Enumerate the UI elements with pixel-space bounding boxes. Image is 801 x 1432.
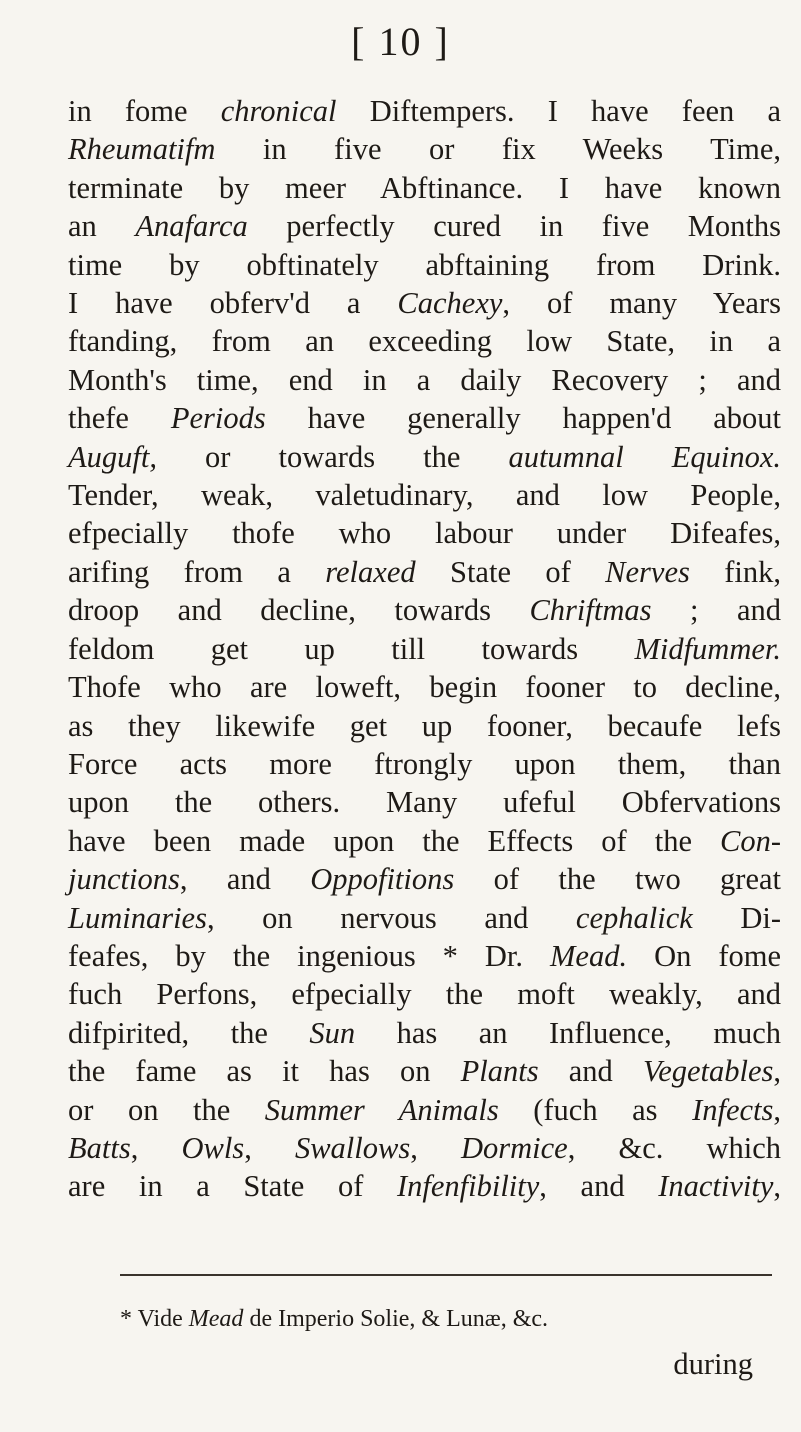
text-line — [68, 630, 781, 668]
italic-run: Rheumatifm — [68, 132, 216, 167]
text-run: , and — [539, 1169, 659, 1204]
page-number: [ 10 ] — [351, 19, 450, 64]
text-run: I have obferv'd a — [68, 286, 398, 321]
italic-run: Mead — [188, 1306, 244, 1332]
text-run: Di- — [692, 900, 781, 935]
text-run: ; and — [651, 593, 781, 628]
text-run: an — [68, 209, 136, 244]
italic-run: Infenfibility — [396, 1169, 540, 1204]
text-run: , of many Years — [502, 286, 781, 321]
text-run: droop and decline, towards — [68, 593, 530, 628]
italic-run: Cachexy — [397, 286, 503, 321]
italic-run: Anafarca — [135, 209, 248, 244]
italic-run: Dormice — [460, 1130, 568, 1165]
text-run: fink, — [689, 554, 781, 589]
text-line — [68, 322, 781, 360]
italic-run: Vegetables — [642, 1054, 774, 1089]
italic-run: Batts — [68, 1130, 131, 1165]
text-run: (fuch as — [498, 1092, 693, 1127]
text-line — [68, 553, 781, 591]
text-line — [68, 399, 781, 437]
text-run: have been made upon the Effects of the — [68, 823, 720, 858]
text-run: Diftempers. I have feen a — [336, 94, 781, 128]
text-line — [68, 745, 781, 783]
text-run: fuch Perfons, efpecially the moft weakly, and — [68, 977, 781, 1012]
italic-run: relaxed — [325, 554, 416, 589]
text-line — [68, 284, 781, 322]
text-line — [68, 130, 781, 168]
text-run: , — [410, 1130, 461, 1165]
text-line — [68, 1129, 781, 1167]
italic-run: Mead. — [550, 938, 628, 973]
text-run: On fome — [627, 938, 781, 973]
italic-run: Periods — [170, 401, 266, 436]
text-run: , &c. which — [567, 1130, 782, 1165]
text-run: arifing from a — [68, 554, 326, 589]
text-line — [68, 361, 781, 399]
text-run: Force acts more ftrongly upon them, than — [68, 746, 781, 781]
text-line — [68, 1091, 781, 1129]
text-run: , — [244, 1130, 295, 1165]
text-run: and — [538, 1054, 643, 1089]
italic-run: cephalick — [575, 900, 693, 935]
text-line — [68, 860, 781, 898]
text-run: time by obftinately abftaining from Drink. — [68, 247, 781, 282]
text-run: de Imperio Solie, & Lunæ, &c. — [243, 1306, 549, 1332]
text-run: the fame as it has on — [68, 1054, 461, 1089]
text-line — [68, 1014, 781, 1052]
text-run: Month's time, end in a daily Recovery ; and — [68, 362, 781, 397]
text-line — [68, 514, 781, 552]
text-run: difpirited, the — [68, 1015, 310, 1050]
text-run: ftanding, from an exceeding low State, in a — [68, 324, 781, 359]
text-line — [68, 937, 781, 975]
text-line — [68, 591, 781, 629]
text-line — [68, 1052, 781, 1090]
italic-run: Midfummer. — [634, 631, 781, 666]
text-run: , and — [179, 862, 311, 897]
text-run: Tender, weak, valetudinary, and low People, — [68, 478, 781, 513]
italic-run: Luminaries — [68, 900, 207, 935]
text-run: terminate by meer Abftinance. I have known — [68, 170, 781, 205]
italic-run: Auguft, — [68, 439, 157, 474]
italic-run: Inactivity — [658, 1169, 774, 1204]
text-run: upon the others. Many ufeful Obfervations — [68, 785, 781, 820]
italic-run: Plants — [460, 1054, 539, 1089]
footnote-rule — [120, 1274, 772, 1276]
text-run: feldom get up till towards — [68, 631, 635, 666]
italic-run: Sun — [309, 1015, 356, 1050]
text-line — [68, 1167, 781, 1205]
italic-run: Oppofitions — [310, 862, 455, 897]
text-run: , — [773, 1054, 781, 1089]
body-text — [68, 92, 781, 1206]
text-line — [68, 783, 781, 821]
text-line — [68, 822, 781, 860]
text-run: in fome — [68, 94, 221, 128]
text-run: State of — [415, 554, 606, 589]
text-run: has an Influence, much — [355, 1015, 781, 1050]
text-run: of the two great — [454, 862, 781, 897]
italic-run: Swallows — [294, 1130, 411, 1165]
text-run: perfectly cured in five Months — [247, 209, 781, 244]
text-line — [68, 169, 781, 207]
italic-run: Con- — [720, 823, 781, 858]
text-run: in five or fix Weeks Time, — [215, 132, 781, 167]
footnote — [120, 1304, 548, 1334]
text-line — [68, 438, 781, 476]
italic-run: chronical — [220, 94, 337, 128]
text-line — [68, 92, 781, 130]
text-line — [68, 476, 781, 514]
text-line — [68, 207, 781, 245]
text-line — [68, 668, 781, 706]
text-run: as they likewife get up fooner, becaufe lefs — [68, 708, 781, 743]
text-line — [68, 899, 781, 937]
catchword: during — [673, 1347, 753, 1381]
text-line — [68, 707, 781, 745]
text-run: feafes, by the ingenious * Dr. — [68, 938, 551, 973]
text-run: or on the — [68, 1092, 265, 1127]
text-run: , on nervous and — [206, 900, 576, 935]
italic-run: Summer Animals — [264, 1092, 499, 1127]
text-run: or towards the — [156, 439, 509, 474]
text-run: have generally happen'd about — [265, 401, 781, 436]
text-run: * Vide — [120, 1306, 189, 1332]
italic-run: Owls — [181, 1130, 245, 1165]
text-run: , — [773, 1169, 781, 1204]
text-line — [68, 975, 781, 1013]
italic-run: junctions — [68, 862, 180, 897]
text-run: efpecially thofe who labour under Difeafes, — [68, 516, 781, 551]
italic-run: Infects — [692, 1092, 774, 1127]
italic-run: autumnal Equinox. — [508, 439, 782, 474]
text-run: thefe — [68, 401, 171, 436]
text-run: , — [773, 1092, 781, 1127]
text-line — [68, 246, 781, 284]
italic-run: Chriftmas — [529, 593, 652, 628]
text-run: , — [130, 1130, 182, 1165]
text-run: are in a State of — [68, 1169, 397, 1204]
text-run: Thofe who are loweft, begin fooner to decline, — [68, 670, 781, 705]
italic-run: Nerves — [605, 554, 690, 589]
